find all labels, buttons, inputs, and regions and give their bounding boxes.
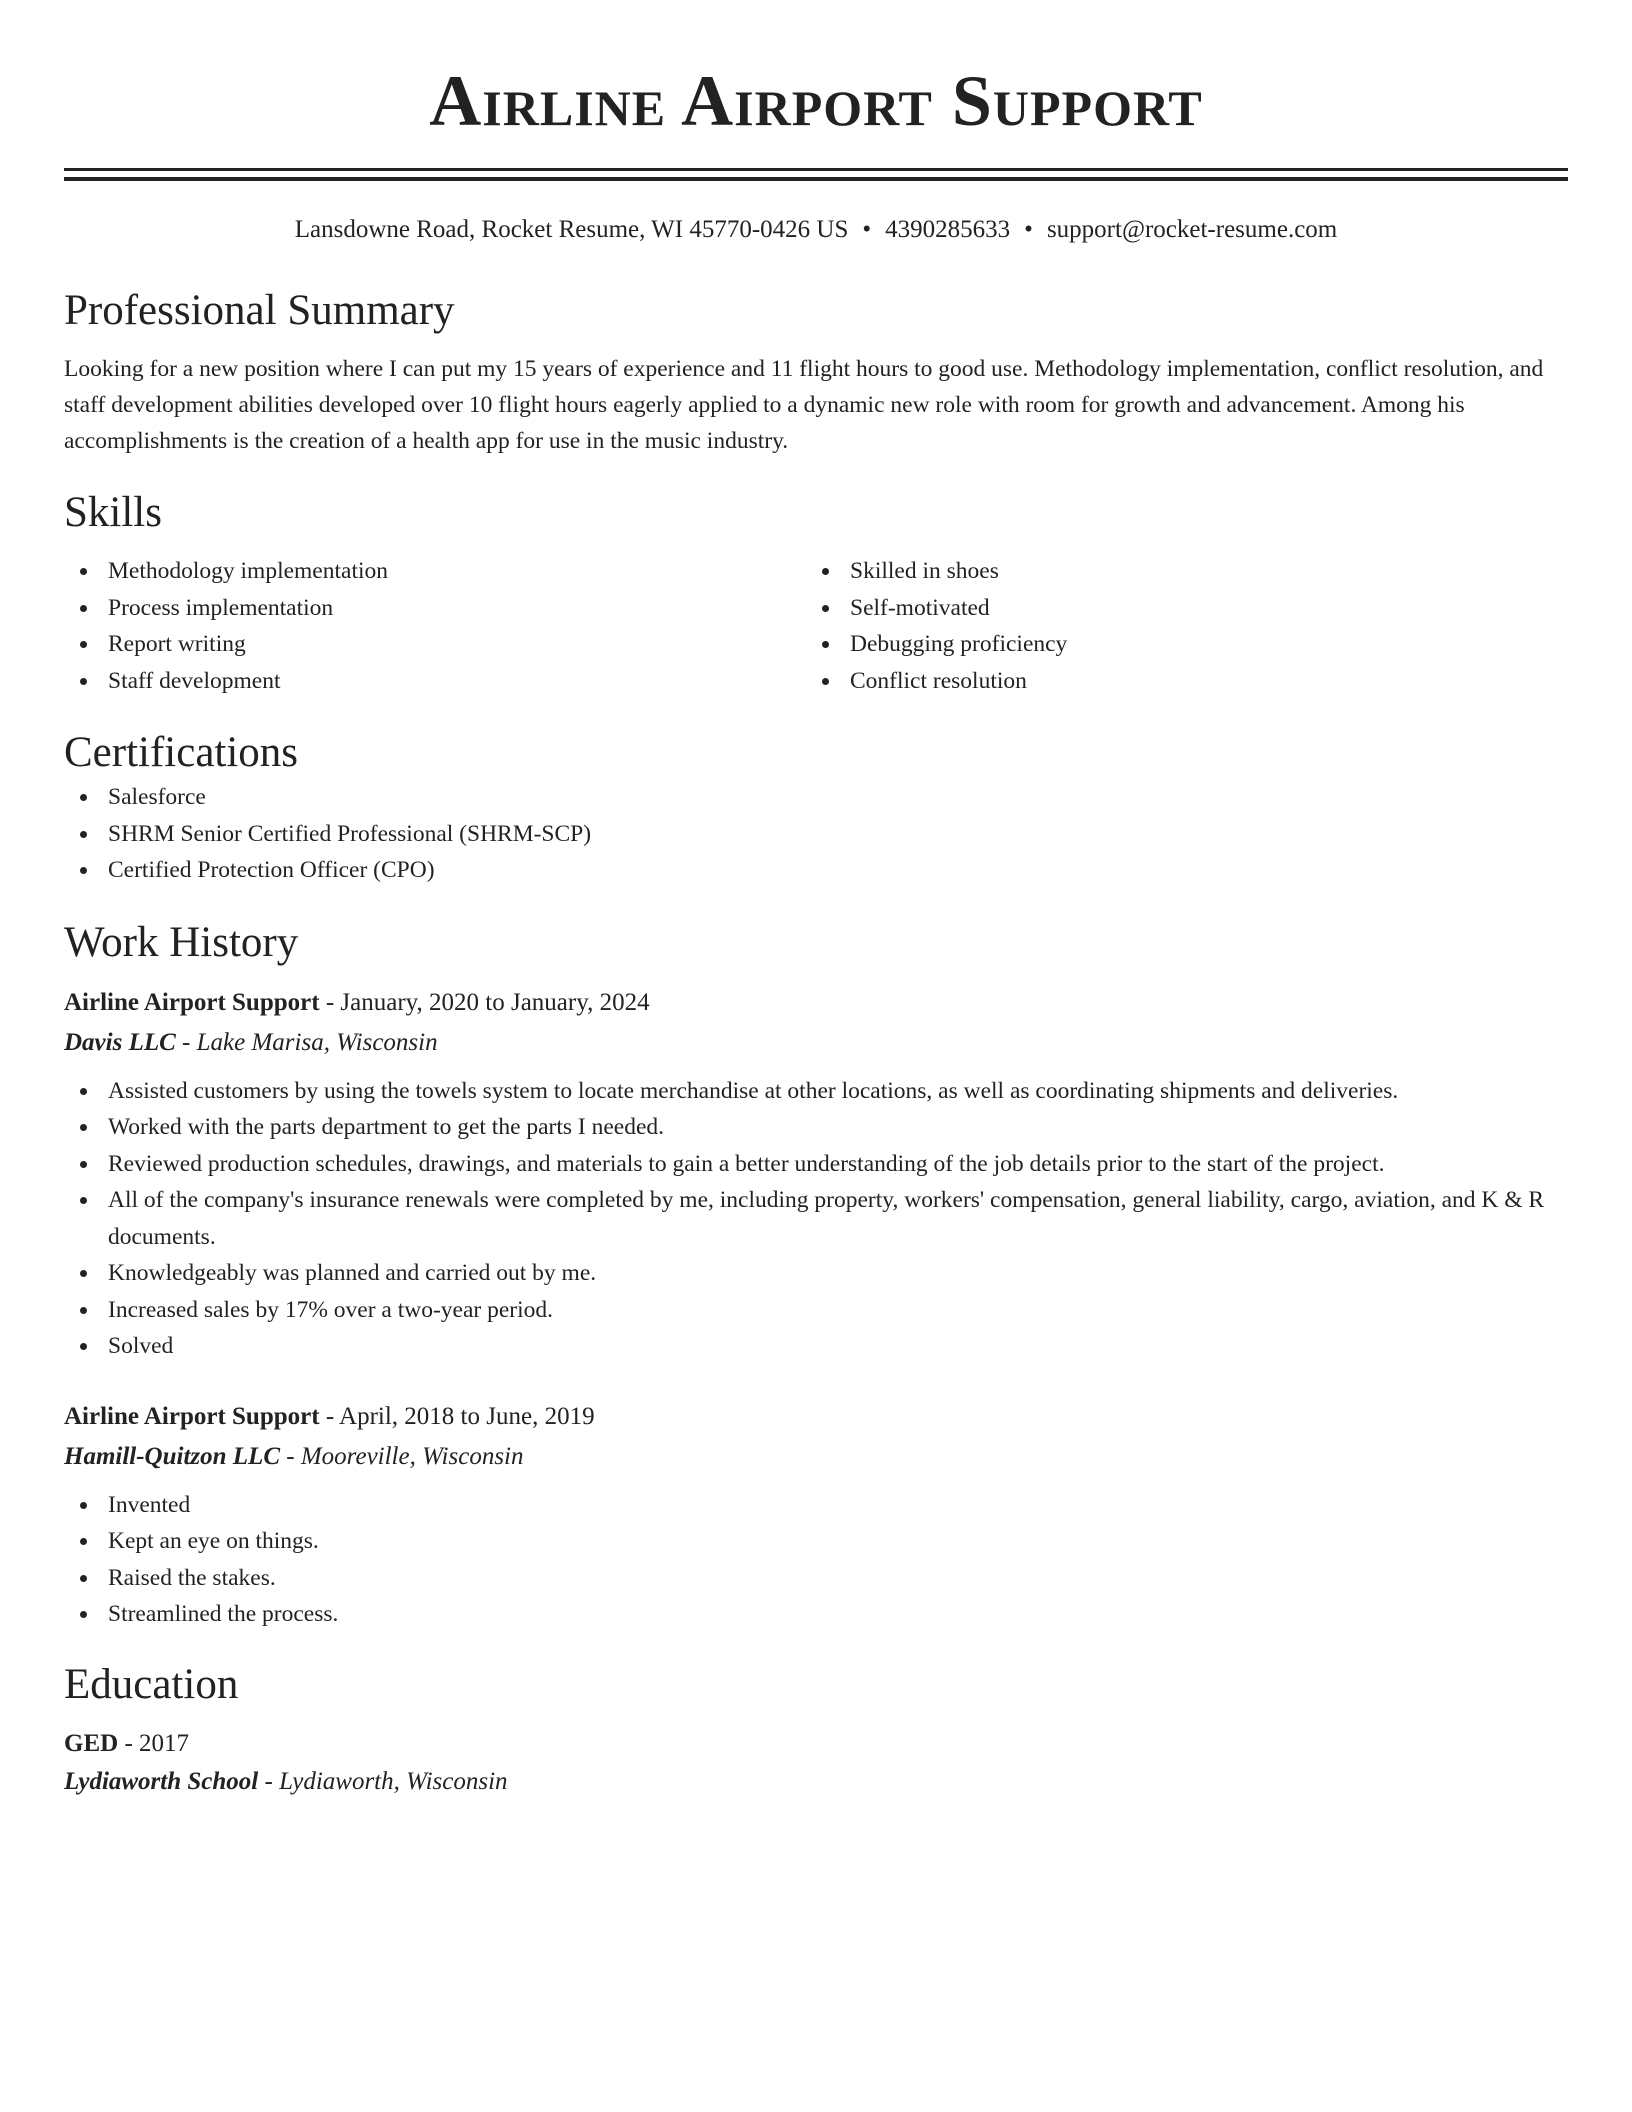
job-bullet-text: Raised the stakes. <box>108 1564 276 1591</box>
job-dash: - <box>319 988 341 1016</box>
job-bullet-text: Assisted customers by using the towels system to locate merchandise at other locations, as well as coordinating shipments and deliveries. <box>108 1077 1399 1104</box>
contact-line <box>64 213 1568 247</box>
header-rule-bottom <box>64 177 1568 181</box>
certification-item <box>64 816 1568 853</box>
certification-item <box>64 779 1568 816</box>
education-location: Lydiaworth, Wisconsin <box>279 1767 508 1795</box>
job-bullet <box>64 1560 1568 1597</box>
bullet-dot-icon <box>80 1161 87 1168</box>
job-dash: - <box>319 1402 340 1430</box>
job-bullets <box>64 1073 1568 1365</box>
job-bullet-text: Kept an eye on things. <box>108 1528 319 1554</box>
contact-separator: • <box>862 216 872 243</box>
skill-text: Skilled in shoes <box>850 558 999 584</box>
skill-item <box>64 590 806 627</box>
job-header <box>64 983 1568 1023</box>
work-history-heading: Work History <box>64 918 299 966</box>
education-heading: Education <box>64 1660 239 1708</box>
job-dates: April, 2018 to June, 2019 <box>339 1402 595 1430</box>
skill-item <box>64 626 806 663</box>
skill-text: Staff development <box>108 667 281 694</box>
job-company: Hamill-Quitzon LLC <box>64 1442 281 1470</box>
skills-columns <box>64 553 1568 699</box>
bullet-dot-icon <box>80 831 87 838</box>
skill-item <box>806 590 1548 627</box>
job-company-line <box>64 1437 1568 1477</box>
job-dash: - <box>280 1442 301 1470</box>
education-school: Lydiaworth School <box>64 1767 259 1795</box>
skills-heading: Skills <box>64 489 162 536</box>
bullet-dot-icon <box>80 1124 87 1131</box>
summary-text: Looking for a new position where I can put my 15 years of experience and 11 flight hours to good use. Methodology implementation, conflict resolution, and staff development abilities developed over 10 flight hours eagerly applied to a dynamic new role with room for growth and advancement. Among his accomplishments is the creation of a health app for use in the music industry. <box>64 356 1544 454</box>
job-bullet <box>64 1292 1568 1329</box>
job-bullet <box>64 1596 1568 1633</box>
job-entry <box>64 1397 1568 1633</box>
bullet-dot-icon <box>80 1307 87 1314</box>
bullet-dot-icon <box>822 568 829 575</box>
contact-address: Lansdowne Road, Rocket Resume, WI 45770-0426 US <box>294 216 849 243</box>
job-company-line <box>64 1023 1568 1063</box>
bullet-dot-icon <box>80 1197 87 1204</box>
job-company: Davis LLC <box>64 1028 176 1056</box>
job-bullet-text: All of the company's insurance renewals were completed by me, including property, workers' compensation, general liability, cargo, aviation, and K & R documents. <box>108 1187 1545 1250</box>
education-header <box>64 1725 1568 1763</box>
job-bullet <box>64 1146 1568 1183</box>
education-dash: - <box>118 1729 140 1757</box>
skill-text: Debugging proficiency <box>850 631 1068 657</box>
job-bullet-text: Solved <box>108 1333 174 1359</box>
header-rule-top <box>64 168 1568 171</box>
skill-text: Self-motivated <box>850 594 990 621</box>
certification-text: Certified Protection Officer (CPO) <box>108 857 435 883</box>
bullet-dot-icon <box>80 1575 87 1582</box>
job-bullet-text: Reviewed production schedules, drawings, and materials to gain a better understanding of the job details prior to the start of the project. <box>108 1150 1385 1177</box>
job-dates: January, 2020 to January, 2024 <box>340 988 650 1016</box>
job-bullet-text: Knowledgeably was planned and carried out by me. <box>108 1260 597 1286</box>
education-dash: - <box>258 1767 280 1795</box>
skills-list-left <box>64 553 806 699</box>
certification-text: Salesforce <box>108 784 206 810</box>
bullet-dot-icon <box>80 1088 87 1095</box>
skill-text: Process implementation <box>108 594 334 621</box>
job-bullet-text: Invented <box>108 1491 191 1518</box>
bullet-dot-icon <box>80 794 87 801</box>
education-entry <box>64 1725 1568 1801</box>
bullet-dot-icon <box>80 867 87 874</box>
skill-item <box>64 663 806 700</box>
skill-item <box>806 663 1548 700</box>
education-year: 2017 <box>139 1729 190 1757</box>
certifications-list <box>64 779 1568 889</box>
certification-text: SHRM Senior Certified Professional (SHRM-SCP) <box>108 820 592 847</box>
skill-text: Methodology implementation <box>108 558 389 584</box>
skill-item <box>64 553 806 590</box>
job-entry <box>64 983 1568 1365</box>
bullet-dot-icon <box>822 678 829 685</box>
bullet-dot-icon <box>80 1538 87 1545</box>
job-bullet-text: Increased sales by 17% over a two-year period. <box>108 1296 554 1323</box>
job-bullet-text: Worked with the parts department to get the parts I needed. <box>108 1114 665 1140</box>
bullet-dot-icon <box>80 1502 87 1509</box>
contact-separator: • <box>1024 216 1033 243</box>
job-header <box>64 1397 1568 1437</box>
resume-name: Airline Airport Support <box>429 61 1203 141</box>
bullet-dot-icon <box>80 678 87 685</box>
job-bullet <box>64 1523 1568 1560</box>
bullet-dot-icon <box>822 641 829 648</box>
job-location: Lake Marisa, Wisconsin <box>196 1028 438 1056</box>
job-bullet <box>64 1328 1568 1365</box>
job-location: Mooreville, Wisconsin <box>300 1442 524 1470</box>
skills-list-right <box>806 553 1548 699</box>
certifications-heading: Certifications <box>64 729 299 776</box>
skill-item <box>806 626 1548 663</box>
job-bullet <box>64 1255 1568 1292</box>
job-dash: - <box>175 1028 197 1056</box>
bullet-dot-icon <box>80 605 87 612</box>
summary-heading: Professional Summary <box>64 287 455 334</box>
bullet-dot-icon <box>80 641 87 648</box>
job-bullet <box>64 1109 1568 1146</box>
job-role: Airline Airport Support <box>64 988 320 1016</box>
bullet-dot-icon <box>80 1270 87 1277</box>
job-bullet-text: Streamlined the process. <box>108 1601 339 1627</box>
job-role: Airline Airport Support <box>64 1402 320 1430</box>
bullet-dot-icon <box>80 1611 87 1618</box>
skill-text: Conflict resolution <box>850 667 1027 694</box>
certification-item <box>64 852 1568 889</box>
skill-text: Report writing <box>108 631 246 657</box>
bullet-dot-icon <box>80 568 87 575</box>
education-degree: GED <box>64 1729 119 1757</box>
job-bullet <box>64 1182 1568 1255</box>
bullet-dot-icon <box>80 1343 87 1350</box>
contact-email: support@rocket-resume.com <box>1046 216 1338 243</box>
contact-phone: 4390285633 <box>885 216 1011 243</box>
skill-item <box>806 553 1548 590</box>
job-bullet <box>64 1073 1568 1110</box>
education-school-line <box>64 1763 1568 1801</box>
bullet-dot-icon <box>822 605 829 612</box>
job-bullets <box>64 1487 1568 1633</box>
job-bullet <box>64 1487 1568 1524</box>
